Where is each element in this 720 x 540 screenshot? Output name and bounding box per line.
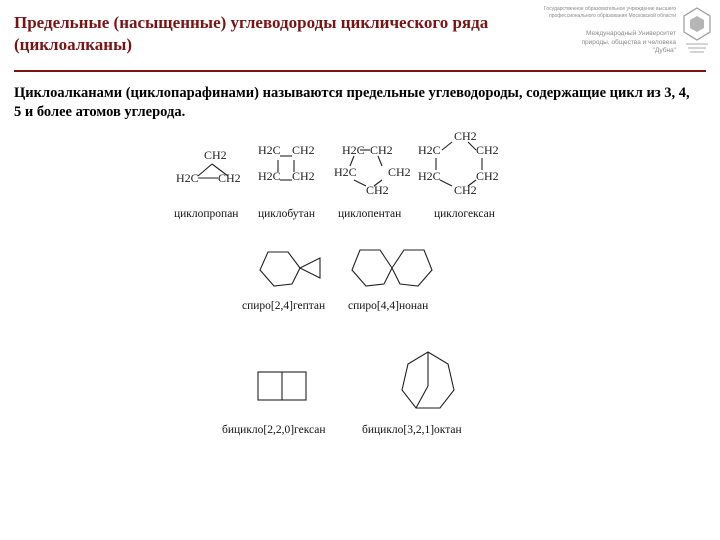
spirononane-structure [352, 250, 432, 286]
cb-bl-label: H2C [258, 169, 281, 183]
cyclopropane-caption: циклопропан [174, 208, 239, 220]
cpn-mr-label: CH2 [388, 165, 411, 179]
cp-right-label: CH2 [218, 171, 241, 185]
bicyclooctane-structure [402, 352, 454, 408]
cb-tr-label: CH2 [292, 143, 315, 157]
spiroheptane-structure [260, 252, 320, 286]
cyclobutane-caption: циклобутан [258, 208, 315, 220]
logo-university-text: Международный Университет природы, общества и человека "Дубна" [581, 30, 676, 54]
cyclopropane-structure [176, 148, 241, 185]
bicyclohexane-structure [258, 372, 306, 400]
ch-tr-label: CH2 [476, 143, 499, 157]
cyclohexane-caption: циклогексан [434, 208, 495, 220]
cpn-tl-label: H2C [342, 143, 365, 157]
cyclohexane-structure [418, 129, 499, 197]
structures-figure [170, 128, 520, 448]
cb-tl-label: H2C [258, 143, 281, 157]
title-divider [14, 70, 706, 72]
bicyclooctane-caption: бицикло[3,2,1]октан [362, 424, 462, 436]
cyclopentane-caption: циклопентан [338, 208, 402, 220]
cpn-ml-label: H2C [334, 165, 357, 179]
ch-top-label: CH2 [454, 129, 477, 143]
page-title: Предельные (насыщенные) углеводороды циклического ряда (циклоалканы) [14, 13, 489, 54]
cyclopentane-structure [334, 143, 411, 197]
cb-br-label: CH2 [292, 169, 315, 183]
cyclobutane-structure [258, 143, 315, 183]
spiroheptane-caption: спиро[2,4]гептан [242, 300, 326, 312]
cpn-bottom-label: CH2 [366, 183, 389, 197]
intro-paragraph: Циклоалканами (циклопарафинами) называются предельные углеводороды, содержащие цикл из 3, 4, 5 и более атомов углерода. [14, 85, 690, 120]
logo-institution-text: Государственное образовательное учреждение высшего профессионального образования Московской области [543, 6, 676, 19]
cp-left-label: H2C [176, 171, 199, 185]
bicyclohexane-caption: бицикло[2,2,0]гексан [222, 424, 326, 436]
ch-bl-label: H2C [418, 169, 441, 183]
ch-tl-label: H2C [418, 143, 441, 157]
ch-bottom-label: CH2 [454, 183, 477, 197]
structures-drawing [170, 128, 520, 448]
ch-br-label: CH2 [476, 169, 499, 183]
cp-top-label: CH2 [204, 148, 227, 162]
cpn-tr-label: CH2 [370, 143, 393, 157]
university-logo-icon [680, 6, 714, 54]
spirononane-caption: спиро[4,4]нонан [348, 300, 429, 312]
